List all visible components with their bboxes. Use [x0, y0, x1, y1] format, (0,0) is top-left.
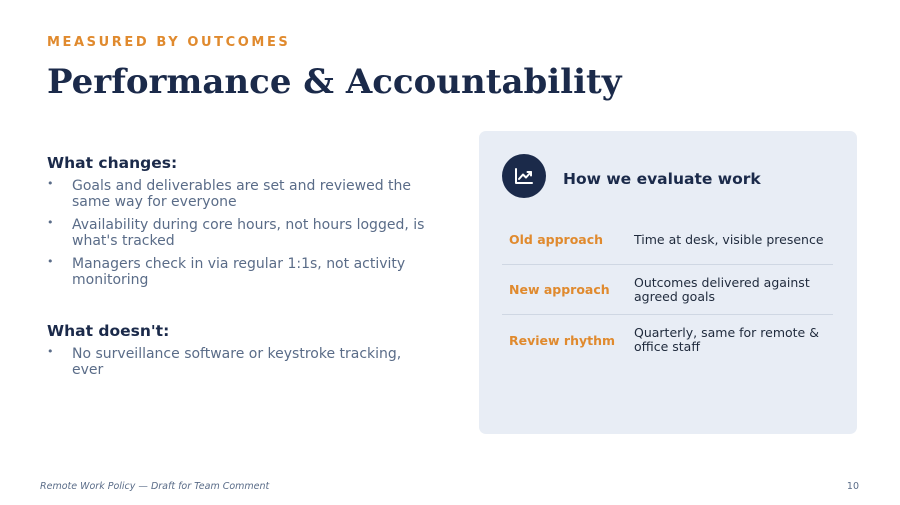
unchanged-section — [47, 321, 427, 378]
evaluation-card — [479, 131, 857, 434]
list-item — [47, 178, 427, 210]
eyebrow-label: MEASURED BY OUTCOMES — [47, 35, 291, 50]
slide-title: Performance & Accountability — [47, 62, 622, 102]
list-item — [47, 256, 427, 288]
eval-row-value: Outcomes delivered against agreed goals — [634, 274, 810, 304]
unchanged-heading: What doesn't: — [47, 322, 170, 340]
eval-row-new — [502, 265, 833, 315]
eval-row-label: Old approach — [509, 232, 604, 247]
eval-row-value: Quarterly, same for remote & office staff — [634, 325, 819, 354]
list-item-text: Managers check in via regular 1:1s, not activity monitoring — [72, 256, 406, 288]
bullet-icon: • — [47, 255, 54, 268]
eval-row-value: Time at desk, visible presence — [634, 231, 824, 247]
footer-document-title: Remote Work Policy — Draft for Team Comment — [40, 481, 270, 492]
left-column — [47, 153, 427, 385]
list-item-text: No surveillance software or keystroke tracking, ever — [72, 346, 402, 378]
bullet-icon: • — [47, 216, 54, 229]
changes-section — [47, 153, 427, 288]
card-title: How we evaluate work — [563, 170, 761, 188]
bullet-icon: • — [47, 177, 54, 190]
list-item — [47, 346, 427, 378]
list-item-text: Goals and deliverables are set and reviewed the same way for everyone — [72, 178, 412, 210]
bullet-icon: • — [47, 345, 54, 358]
changes-list — [47, 178, 427, 288]
changes-heading: What changes: — [47, 154, 178, 172]
eval-row-label: New approach — [509, 282, 610, 297]
page-number: 10 — [846, 481, 859, 492]
unchanged-list — [47, 346, 427, 378]
eval-row-label: Review rhythm — [509, 332, 616, 348]
trending-chart-icon — [502, 154, 546, 198]
eval-row-review — [502, 315, 833, 365]
list-item — [47, 217, 427, 249]
eval-row-old — [502, 215, 833, 265]
list-item-text: Availability during core hours, not hours logged, is what's tracked — [72, 217, 425, 249]
